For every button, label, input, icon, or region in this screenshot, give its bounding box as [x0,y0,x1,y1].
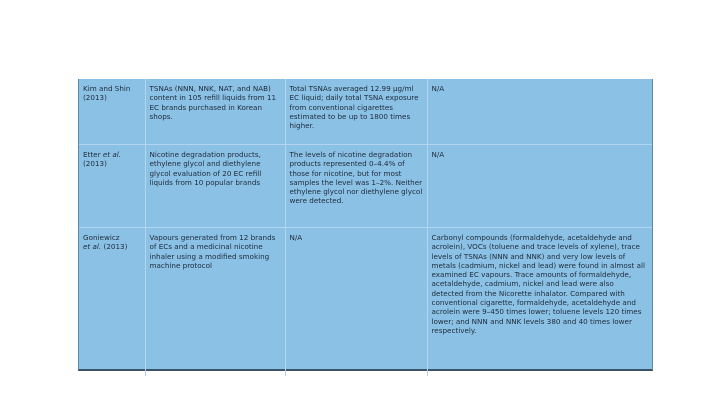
analytes-cell: Vapours generated from 12 brands of ECs and a medicinal nicotine inhaler using a modified smoking machine protocol [145,228,285,377]
study-author: Kim and Shin [83,84,131,93]
liquid-results-cell: The levels of nicotine degradation products represented 0–4.4% of those for nicotine, but for most samples the level was 1–2%. Neither ethylene glycol nor diethylene glycol were detected. [285,145,427,228]
study-year: (2013) [83,93,107,103]
table-row [79,79,652,145]
liquid-results-cell: Total TSNAs averaged 12.99 μg/ml EC liquid; daily total TSNA exposure from conventional cigarettes estimated to be up to 1800 times higher. [285,79,427,145]
table-row [79,228,652,377]
analytes-cell: Nicotine degradation products, ethylene glycol and diethylene glycol evaluation of 20 EC refill liquids from 10 popular brands [145,145,285,228]
study-et-al: et al. [83,242,102,252]
studies-table [79,79,652,376]
study-cell [79,228,145,377]
analytes-cell: TSNAs (NNN, NNK, NAT, and NAB) content in 105 refill liquids from 11 EC brands purchased in Korean shops. [145,79,285,145]
study-author: Goniewicz [83,233,120,242]
vapour-results-cell: N/A [431,150,445,159]
study-year: (2013) [103,242,128,252]
study-cell [79,145,145,228]
study-et-al: et al. [102,150,122,159]
study-author: Etter [83,150,101,159]
study-year: (2013) [83,159,107,169]
vapour-results-cell: N/A [431,84,445,93]
vapour-results-cell: Carbonyl compounds (formaldehyde, acetaldehyde and acrolein), VOCs (toluene and trace levels of xylene), trace levels of TSNAs (NNN and NNK) and very low levels of metals (cadmium, nickel and lead) were found in almost all examined EC vapours. Trace amounts of formaldehyde, acetaldehyde, cadmium, nickel and lead were also detected from the Nicorette inhalator. Compared with conventional cigarette, formaldehyde, acetaldehyde and acrolein were 9–450 times lower; toluene levels 120 times lower; and NNN and NNK levels 380 and 40 times lower respectively. [431,233,645,335]
studies-table-container [78,79,653,371]
table-row [79,145,652,228]
liquid-results-cell: N/A [285,228,427,377]
study-cell [79,79,145,145]
